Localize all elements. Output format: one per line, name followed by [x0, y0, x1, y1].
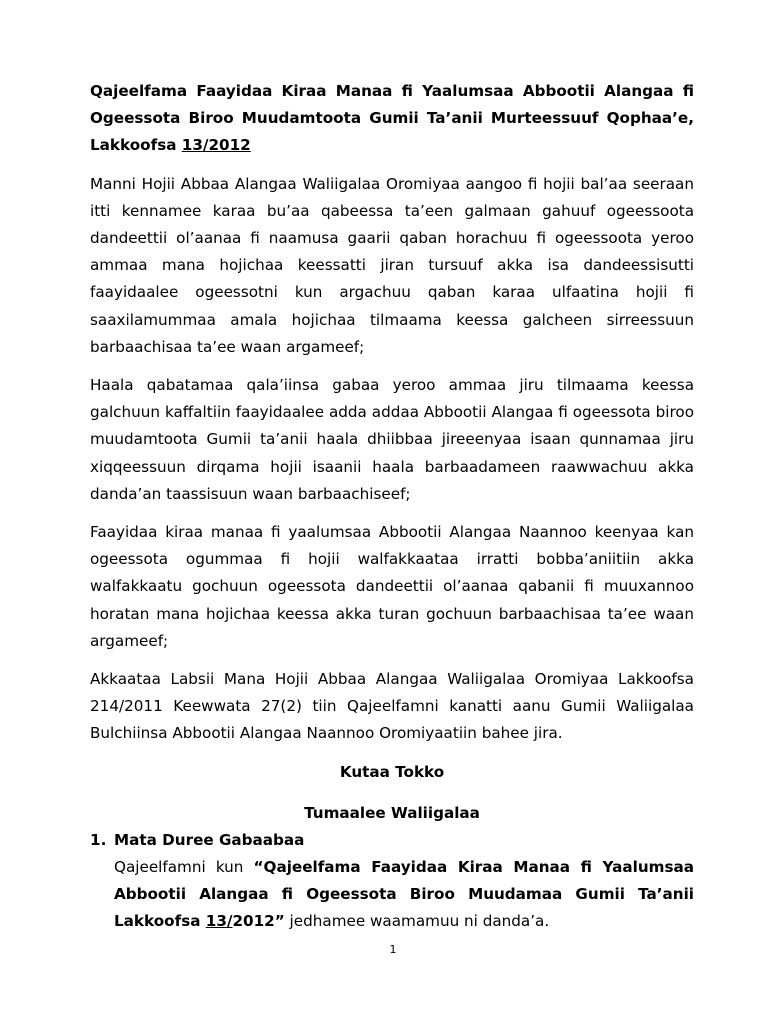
section-subheading: Tumaalee Waliigalaa — [304, 803, 480, 822]
section-heading: Kutaa Tokko — [339, 762, 445, 781]
article-1-body-prefix: Qajeelfamni kun — [114, 857, 254, 876]
article-1-number: 1. — [90, 830, 107, 849]
title-text: Qajeelfama Faayidaa Kiraa Manaa fi Yaalumsaa Abbootii Alangaa fi Ogeessota Biroo Muudamtoota Gumii Ta’anii Murteessuuf Qophaa’e, Lakkoofsa — [90, 82, 694, 155]
title-number: 13/2012 — [181, 136, 251, 155]
article-1-body — [114, 854, 694, 936]
preamble-paragraph-4: Akkaataa Labsii Mana Hojii Abbaa Alangaa Waliigalaa Oromiyaa Lakkoofsa 214/2011 Keewwata 27(2) tiin Qajeelfamni kanatti aanu Gumii Waliigalaa Bulchiinsa Abbootii Alangaa Naannoo Oromiyaatiin bahee jira. — [90, 670, 694, 743]
article-1-body-suffix: jedhamee waamamuu ni danda’a. — [284, 912, 550, 931]
document-body — [90, 78, 694, 935]
article-1-title: Mata Duree Gabaabaa — [114, 830, 305, 849]
article-1-quoted-number: 13/ — [205, 912, 233, 931]
preamble-paragraph-1: Manni Hojii Abbaa Alangaa Waliigalaa Oromiyaa aangoo fi hojii bal’aa seeraan itti kennamee karaa bu’aa qabeessa ta’een galmaan gahuuf ogeessoota dandeettii ol’aanaa fi naamusa gaarii qaban horachuu fi ogeessoota yeroo ammaa mana hojichaa keessatti jiran tursuuf akka isa dandeessisutti faayidaalee ogeessotni kun argachuu qaban karaa ulfaatina hojii fi saaxilamummaa amala hojichaa tilmaama keessa galcheen sirreessuun barbaachisaa ta’ee waan argameef; — [90, 174, 694, 356]
document-title — [90, 78, 694, 160]
article-1-heading — [90, 827, 694, 854]
article-1-quoted-title: “Qajeelfama Faayidaa Kiraa Manaa fi Yaalumsaa Abbootii Alangaa fi Ogeessota Biroo Muudamaa Gumii Ta’anii Lakkoofsa — [114, 857, 694, 931]
article-1-quoted-year: 2012” — [232, 912, 285, 931]
page-number: 1 — [389, 943, 397, 956]
preamble-paragraph-3: Faayidaa kiraa manaa fi yaalumsaa Abbootii Alangaa Naannoo keenyaa kan ogeessota ogummaa fi hojii walfakkaataa irratti bobba’aniitiin akka walfakkaatu gochuun ogeessota dandeettii ol’aanaa qabanii fi muuxannoo horatan mana hojichaa keessa akka turan gochuun barbaachisaa ta’ee waan argameef; — [90, 523, 694, 650]
preamble-paragraph-2: Haala qabatamaa qala’iinsa gabaa yeroo ammaa jiru tilmaama keessa galchuun kaffaltiin faayidaalee adda addaa Abbootii Alangaa fi ogeessota biroo muudamtoota Gumii ta’anii haala dhiibbaa jireeenyaa isaan qunnamaa jiru xiqqeessuun dirqama hojii isaanii haala barbaadameen raawwachuu akka danda’an taassisuun waan barbaachiseef; — [90, 376, 694, 503]
